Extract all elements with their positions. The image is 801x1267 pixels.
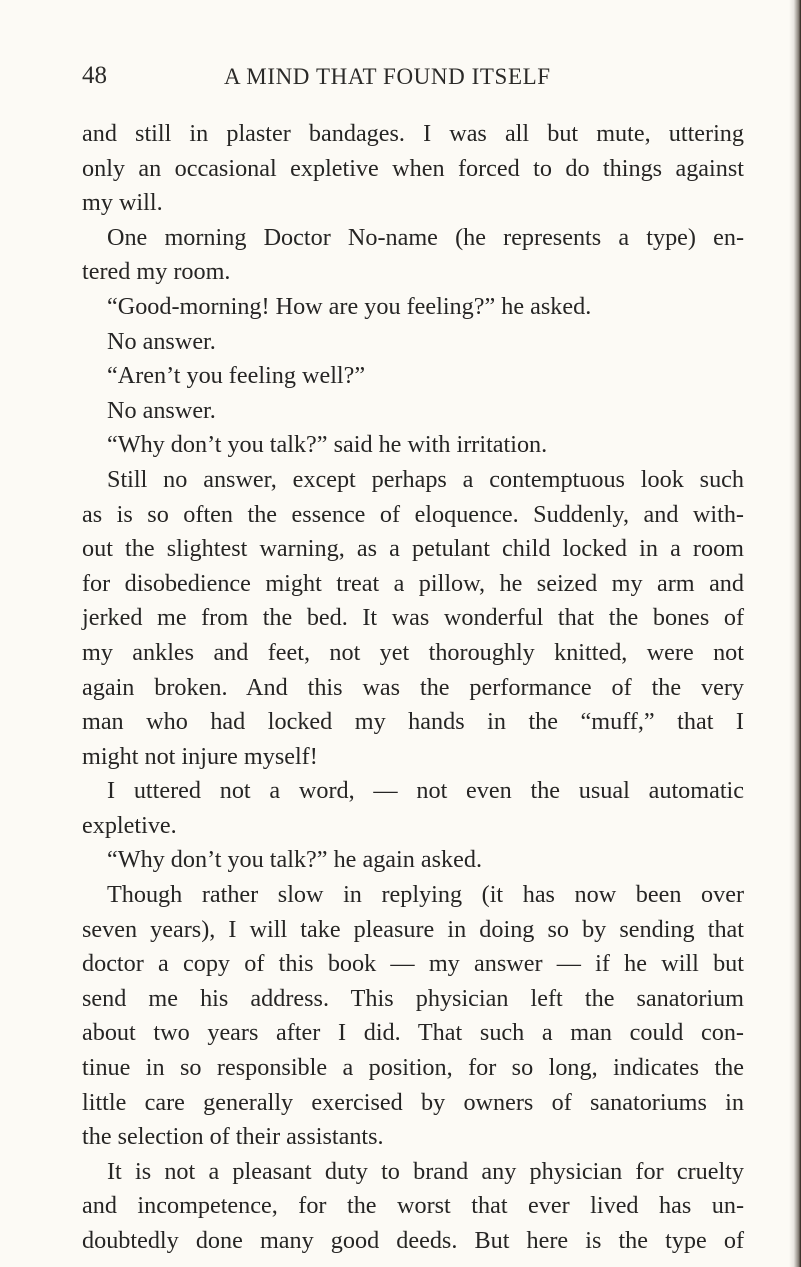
text-line: Though rather slow in replying (it has now been over [107, 881, 744, 909]
text-line: doubtedly done many good deeds. But here is the type of [82, 1227, 744, 1254]
page-number: 48 [82, 62, 107, 89]
text-line: again broken. And this was the performance of the very [82, 673, 744, 701]
text-line: send me his address. This physician left the sanatorium [82, 984, 744, 1012]
text-line: as is so often the essence of eloquence. Suddenly, and with- [82, 500, 744, 528]
page-header [82, 62, 722, 96]
running-title: A MIND THAT FOUND ITSELF [224, 64, 551, 89]
text-line: man who had locked my hands in the “muff,” that I [82, 708, 744, 736]
page-edge-shadow [789, 0, 801, 1267]
text-line: jerked me from the bed. It was wonderful that the bones of [82, 604, 744, 632]
text-line: “Why don’t you talk?” he again asked. [107, 846, 483, 874]
text-line: might not injure myself! [82, 742, 318, 770]
text-line: and incompetence, for the worst that ever lived has un- [82, 1192, 744, 1220]
text-line: I uttered not a word, — not even the usual automatic [107, 777, 744, 805]
text-line: doctor a copy of this book — my answer — if he will but [82, 950, 744, 978]
text-line: Still no answer, except perhaps a contemptuous look such [107, 465, 744, 493]
text-line: tered my room. [82, 258, 231, 286]
text-line: seven years), I will take pleasure in doing so by sending that [82, 915, 744, 943]
text-line: my ankles and feet, not yet thoroughly knitted, were not [82, 638, 744, 666]
text-line: little care generally exercised by owners of sanatoriums in [82, 1088, 744, 1116]
text-line: “Why don’t you talk?” said he with irritation. [107, 431, 548, 459]
text-line: the selection of their assistants. [82, 1123, 384, 1151]
text-line: only an occasional expletive when forced to do things against [82, 154, 744, 182]
text-line: “Aren’t you feeling well?” [107, 362, 366, 390]
text-line: about two years after I did. That such a man could con- [82, 1019, 744, 1047]
body-text [82, 117, 744, 1259]
text-line: tinue in so responsible a position, for so long, indicates the [82, 1054, 744, 1082]
text-line: One morning Doctor No-name (he represents a type) en- [107, 223, 744, 251]
text-line: my will. [82, 189, 163, 217]
text-line: “Good-morning! How are you feeling?” he asked. [107, 292, 592, 320]
text-line: It is not a pleasant duty to brand any physician for cruelty [107, 1157, 744, 1185]
text-line: No answer. [107, 396, 216, 424]
text-line: out the slightest warning, as a petulant child locked in a room [82, 535, 744, 563]
text-line: expletive. [82, 811, 177, 839]
text-line: No answer. [107, 327, 216, 355]
text-line: and still in plaster bandages. I was all but mute, uttering [82, 120, 744, 147]
text-line: for disobedience might treat a pillow, he seized my arm and [82, 569, 744, 597]
